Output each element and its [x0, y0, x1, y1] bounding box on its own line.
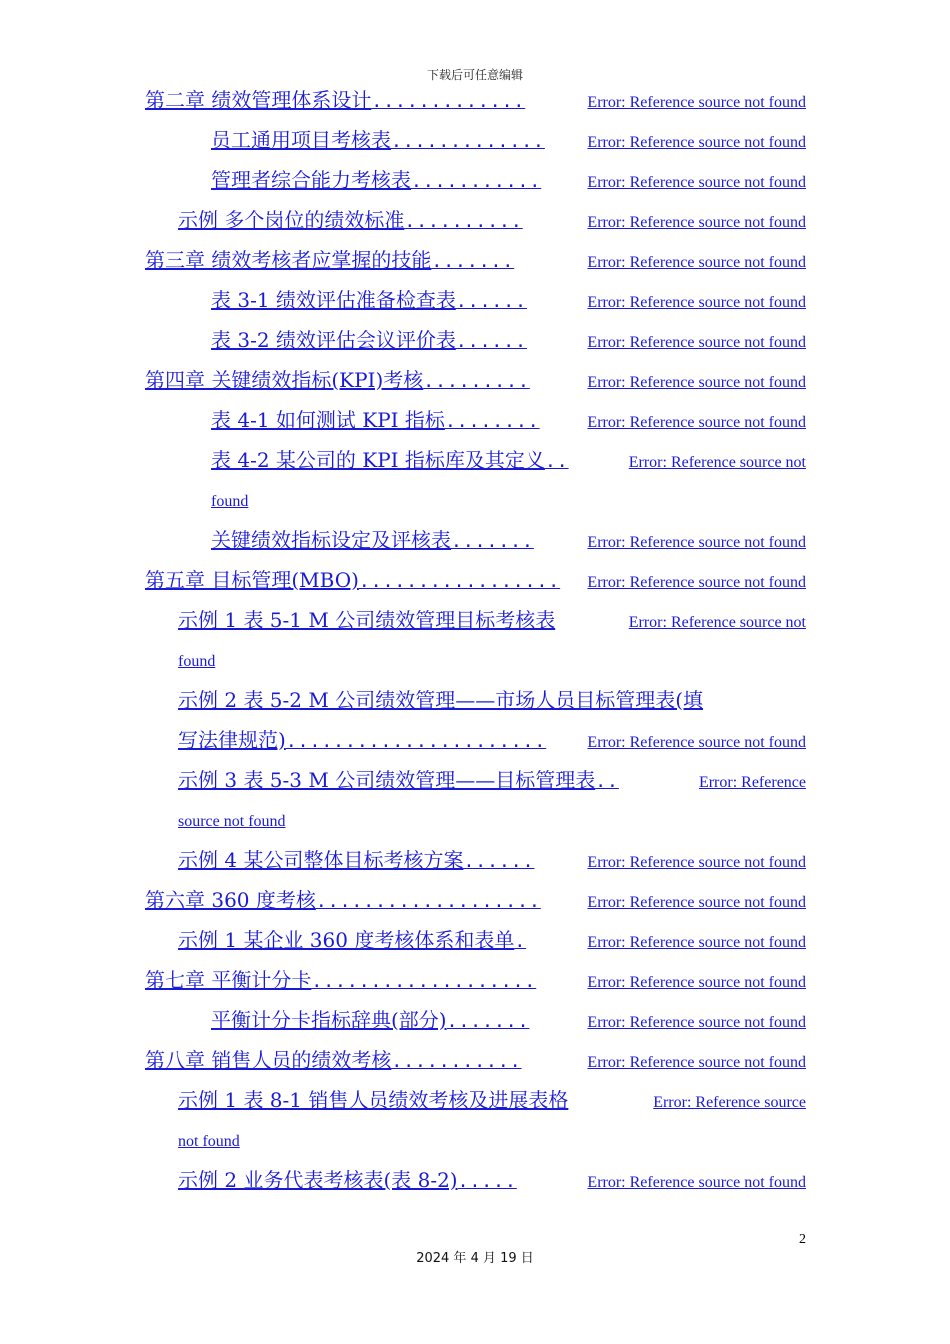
toc-entry-link[interactable]	[178, 200, 806, 243]
toc-entry-page-ref: Error: Reference source not found	[587, 734, 806, 751]
toc-entry-page-ref: Error: Reference source not found	[587, 894, 806, 911]
toc-entry-link[interactable]	[211, 320, 806, 363]
toc-entry-leader: ......	[463, 851, 535, 872]
toc-entry-leader: .............	[371, 91, 526, 112]
toc-entry-page-ref: Error: Reference source not found	[587, 134, 806, 151]
toc-entry-page-ref: Error: Reference source not found	[587, 94, 806, 111]
toc-entry-link[interactable]	[211, 120, 806, 163]
toc-entry-page-ref: Error: Reference source not found	[587, 214, 806, 231]
toc-entry-leader: ......................	[285, 731, 547, 752]
toc-entry-link[interactable]	[145, 240, 806, 283]
footer-date: 2024 年 4 月 19 日	[416, 1251, 534, 1266]
page-number: 2	[799, 1232, 806, 1247]
toc-entry-page-ref: Error: Reference source not found	[587, 294, 806, 311]
toc-entry-page-ref-continued: not found	[178, 1133, 240, 1150]
toc-entry-page-ref: Error: Reference source not found	[587, 254, 806, 271]
toc-entry-title: 第三章 绩效考核者应掌握的技能	[145, 248, 432, 272]
toc-entry-page-ref: Error: Reference source not found	[587, 174, 806, 191]
toc-entry-link[interactable]	[211, 520, 806, 563]
toc-entry-title: 示例 3 表 5-3 M 公司绩效管理——目标管理表	[178, 768, 596, 792]
toc-entry-page-ref-continued: found	[211, 493, 249, 510]
toc-entry-link[interactable]	[211, 400, 806, 443]
toc-entry-page-ref: Error: Reference source not found	[587, 854, 806, 871]
toc-entry-page-ref: Error: Reference source not found	[587, 1054, 806, 1071]
toc-entry-title: 第五章 目标管理(MBO)	[145, 568, 359, 592]
toc-entry-title: 关键绩效指标设定及评核表	[211, 528, 451, 552]
toc-entry-title: 示例 2 表 5-2 M 公司绩效管理——市场人员目标管理表(填	[178, 688, 703, 712]
toc-entry-leader: ...........	[391, 1051, 522, 1072]
toc-entry-link[interactable]	[211, 160, 806, 203]
toc-entry-title: 写法律规范)	[178, 728, 286, 752]
toc-entry-title: 第八章 销售人员的绩效考核	[145, 1048, 392, 1072]
toc-entry-title: 管理者综合能力考核表	[211, 168, 411, 192]
toc-entry-title: 第七章 平衡计分卡	[145, 968, 312, 992]
toc-entry-link[interactable]	[178, 840, 806, 883]
toc-entry-page-ref: Error: Reference source not found	[587, 334, 806, 351]
toc-entry-link[interactable]	[211, 440, 806, 521]
toc-entry-page-ref: Error: Reference source not found	[587, 574, 806, 591]
toc-entry-link[interactable]	[178, 600, 806, 681]
toc-entry-leader: ........	[444, 411, 540, 432]
toc-entry-title: 第六章 360 度考核	[145, 888, 316, 912]
toc-entry-page-ref: Error: Reference source	[653, 1094, 806, 1111]
toc-entry-page-ref: Error: Reference	[698, 774, 806, 791]
toc-entry-title: 示例 多个岗位的绩效标准	[178, 208, 405, 232]
toc-entry-leader: ...........	[411, 171, 542, 192]
toc-entry-link[interactable]	[178, 760, 806, 841]
toc-entry-leader: .......	[451, 531, 534, 552]
toc-entry-title: 示例 1 表 5-1 M 公司绩效管理目标考核表	[178, 608, 556, 632]
toc-entry-link[interactable]	[211, 280, 806, 323]
toc-entry-title: 示例 2 业务代表考核表(表 8-2)	[178, 1168, 458, 1192]
toc-entry-link[interactable]	[145, 360, 806, 403]
toc-entry-title: 第四章 关键绩效指标(KPI)考核	[145, 368, 424, 392]
toc-entry-link[interactable]	[178, 920, 806, 963]
toc-entry-page-ref: Error: Reference source not found	[587, 414, 806, 431]
toc-entry-link[interactable]	[145, 1040, 806, 1083]
toc-entry-leader: ...................	[311, 971, 537, 992]
toc-entry-page-ref: Error: Reference source not found	[587, 374, 806, 391]
toc-entry-leader: ...................	[315, 891, 541, 912]
toc-entry-page-ref: Error: Reference source not found	[587, 1014, 806, 1031]
toc-entry-link[interactable]	[178, 1160, 806, 1203]
page-header: 下载后可任意编辑	[426, 68, 523, 82]
toc-entry-page-ref: Error: Reference source not	[628, 614, 806, 631]
toc-entry-leader: .........	[423, 371, 530, 392]
toc-entry-page-ref: Error: Reference source not	[628, 454, 806, 471]
toc-entry-leader: .......	[446, 1011, 530, 1032]
toc-entry-page-ref-continued: found	[178, 653, 216, 670]
toc-entry-link[interactable]	[145, 880, 806, 923]
toc-entry-link[interactable]	[178, 720, 806, 763]
toc-entry-link[interactable]	[178, 1080, 806, 1161]
toc-entry-title: 平衡计分卡指标辞典(部分)	[211, 1008, 447, 1032]
toc-entry-title: 示例 4 某公司整体目标考核方案	[178, 848, 464, 872]
toc-entry-link[interactable]	[178, 680, 806, 720]
toc-entry-page-ref-continued: source not found	[178, 813, 286, 830]
toc-entry-title: 表 3-2 绩效评估会议评价表	[211, 328, 456, 352]
toc-entry-link[interactable]	[145, 560, 806, 603]
toc-entry-link[interactable]	[211, 1000, 806, 1043]
toc-entry-page-ref: Error: Reference source not found	[587, 934, 806, 951]
toc-entry-page-ref: Error: Reference source not found	[587, 1174, 806, 1191]
toc-entry-page-ref: Error: Reference source not found	[587, 974, 806, 991]
toc-entry-leader: ......	[455, 291, 527, 312]
toc-entry-leader: .	[514, 931, 527, 952]
toc-entry-leader: ......	[455, 331, 527, 352]
toc-entry-leader: ..	[595, 771, 619, 792]
toc-entry-leader: .................	[358, 571, 561, 592]
toc-entry-title: 第二章 绩效管理体系设计	[145, 88, 372, 112]
toc-entry-title: 表 4-2 某公司的 KPI 指标库及其定义	[211, 448, 545, 472]
toc-entry-leader: ..	[544, 451, 569, 472]
toc-entry-link[interactable]	[145, 80, 806, 123]
toc-entry-title: 表 3-1 绩效评估准备检查表	[211, 288, 456, 312]
toc-entry-leader: ..........	[404, 211, 523, 232]
toc-entry-title: 员工通用项目考核表	[211, 128, 391, 152]
toc-entry-leader: .......	[431, 251, 515, 272]
toc-entry-title: 示例 1 某企业 360 度考核体系和表单	[178, 928, 515, 952]
toc-entry-title: 示例 1 表 8-1 销售人员绩效考核及进展表格	[178, 1088, 569, 1112]
toc-entry-page-ref: Error: Reference source not found	[587, 534, 806, 551]
toc-entry-leader: .....	[457, 1171, 517, 1192]
toc-entry-link[interactable]	[145, 960, 806, 1003]
toc-entry-leader: .............	[391, 131, 545, 152]
toc-entry-title: 表 4-1 如何测试 KPI 指标	[211, 408, 445, 432]
